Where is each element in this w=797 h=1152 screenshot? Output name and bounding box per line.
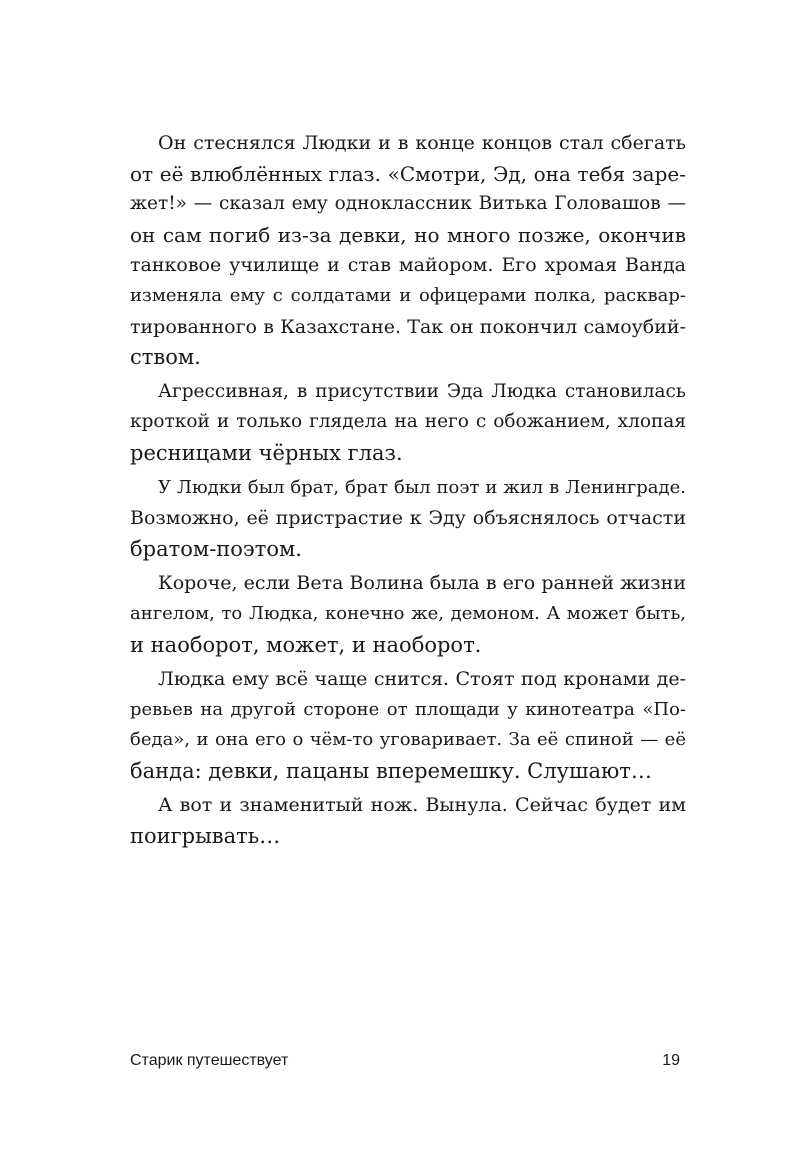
text-line: танковое училище и став майором. Его хромая Ванда bbox=[130, 254, 686, 277]
running-title: Старик путешествует bbox=[130, 1052, 289, 1069]
text-line: тированного в Казахстане. Так он покончил самоубий- bbox=[130, 315, 686, 338]
paragraph bbox=[130, 128, 686, 373]
text-line: Короче, если Вета Волина была в его ранней жизни bbox=[158, 572, 686, 595]
text-line: ревьев на другой стороне от площади у кинотеатра «По- bbox=[130, 698, 686, 720]
paragraph bbox=[130, 473, 686, 565]
text-line: поигрывать… bbox=[130, 824, 281, 849]
text-line: ством. bbox=[130, 345, 201, 370]
page-number: 19 bbox=[662, 1052, 680, 1069]
text-line: Людка ему всё чаще снится. Стоят под кронами де- bbox=[158, 668, 686, 691]
text-line: А вот и знаменитый нож. Вынула. Сейчас будет им bbox=[158, 794, 686, 817]
text-line: У Людки был брат, брат был поэт и жил в Ленинграде. bbox=[158, 476, 686, 498]
text-line: жет!» — сказал ему одноклассник Витька Головашов — bbox=[130, 193, 686, 215]
paragraph bbox=[130, 568, 686, 660]
text-line: и наоборот, может, и наоборот. bbox=[130, 632, 482, 657]
text-line: Он стеснялся Людки и в конце концов стал сбегать bbox=[158, 132, 686, 154]
paragraph bbox=[130, 790, 686, 851]
text-line: изменяла ему с солдатами и офицерами полка, расквар- bbox=[130, 284, 686, 306]
text-line: братом-поэтом. bbox=[130, 536, 302, 561]
paragraph bbox=[130, 377, 686, 469]
paragraph bbox=[130, 664, 686, 786]
text-line: ангелом, то Людка, конечно же, демоном. А может быть, bbox=[130, 602, 686, 624]
text-line: Агрессивная, в присутствии Эда Людка становилась bbox=[158, 380, 686, 402]
text-line: беда», и она его о чём-то уговаривает. За её спиной — её bbox=[130, 729, 686, 751]
body-text bbox=[130, 128, 686, 852]
text-line: он сам погиб из-за девки, но много позже, окончив bbox=[130, 222, 686, 247]
text-line: банда: девки, пацаны вперемешку. Слушают… bbox=[130, 758, 652, 783]
text-line: от её влюблённых глаз. «Смотри, Эд, она тебя заре- bbox=[130, 161, 686, 186]
text-line: ресницами чёрных глаз. bbox=[130, 440, 403, 465]
text-line: Возможно, её пристрастие к Эду объяснялось отчасти bbox=[130, 507, 686, 530]
text-line: кроткой и только глядела на него с обожанием, хлопая bbox=[130, 411, 686, 433]
